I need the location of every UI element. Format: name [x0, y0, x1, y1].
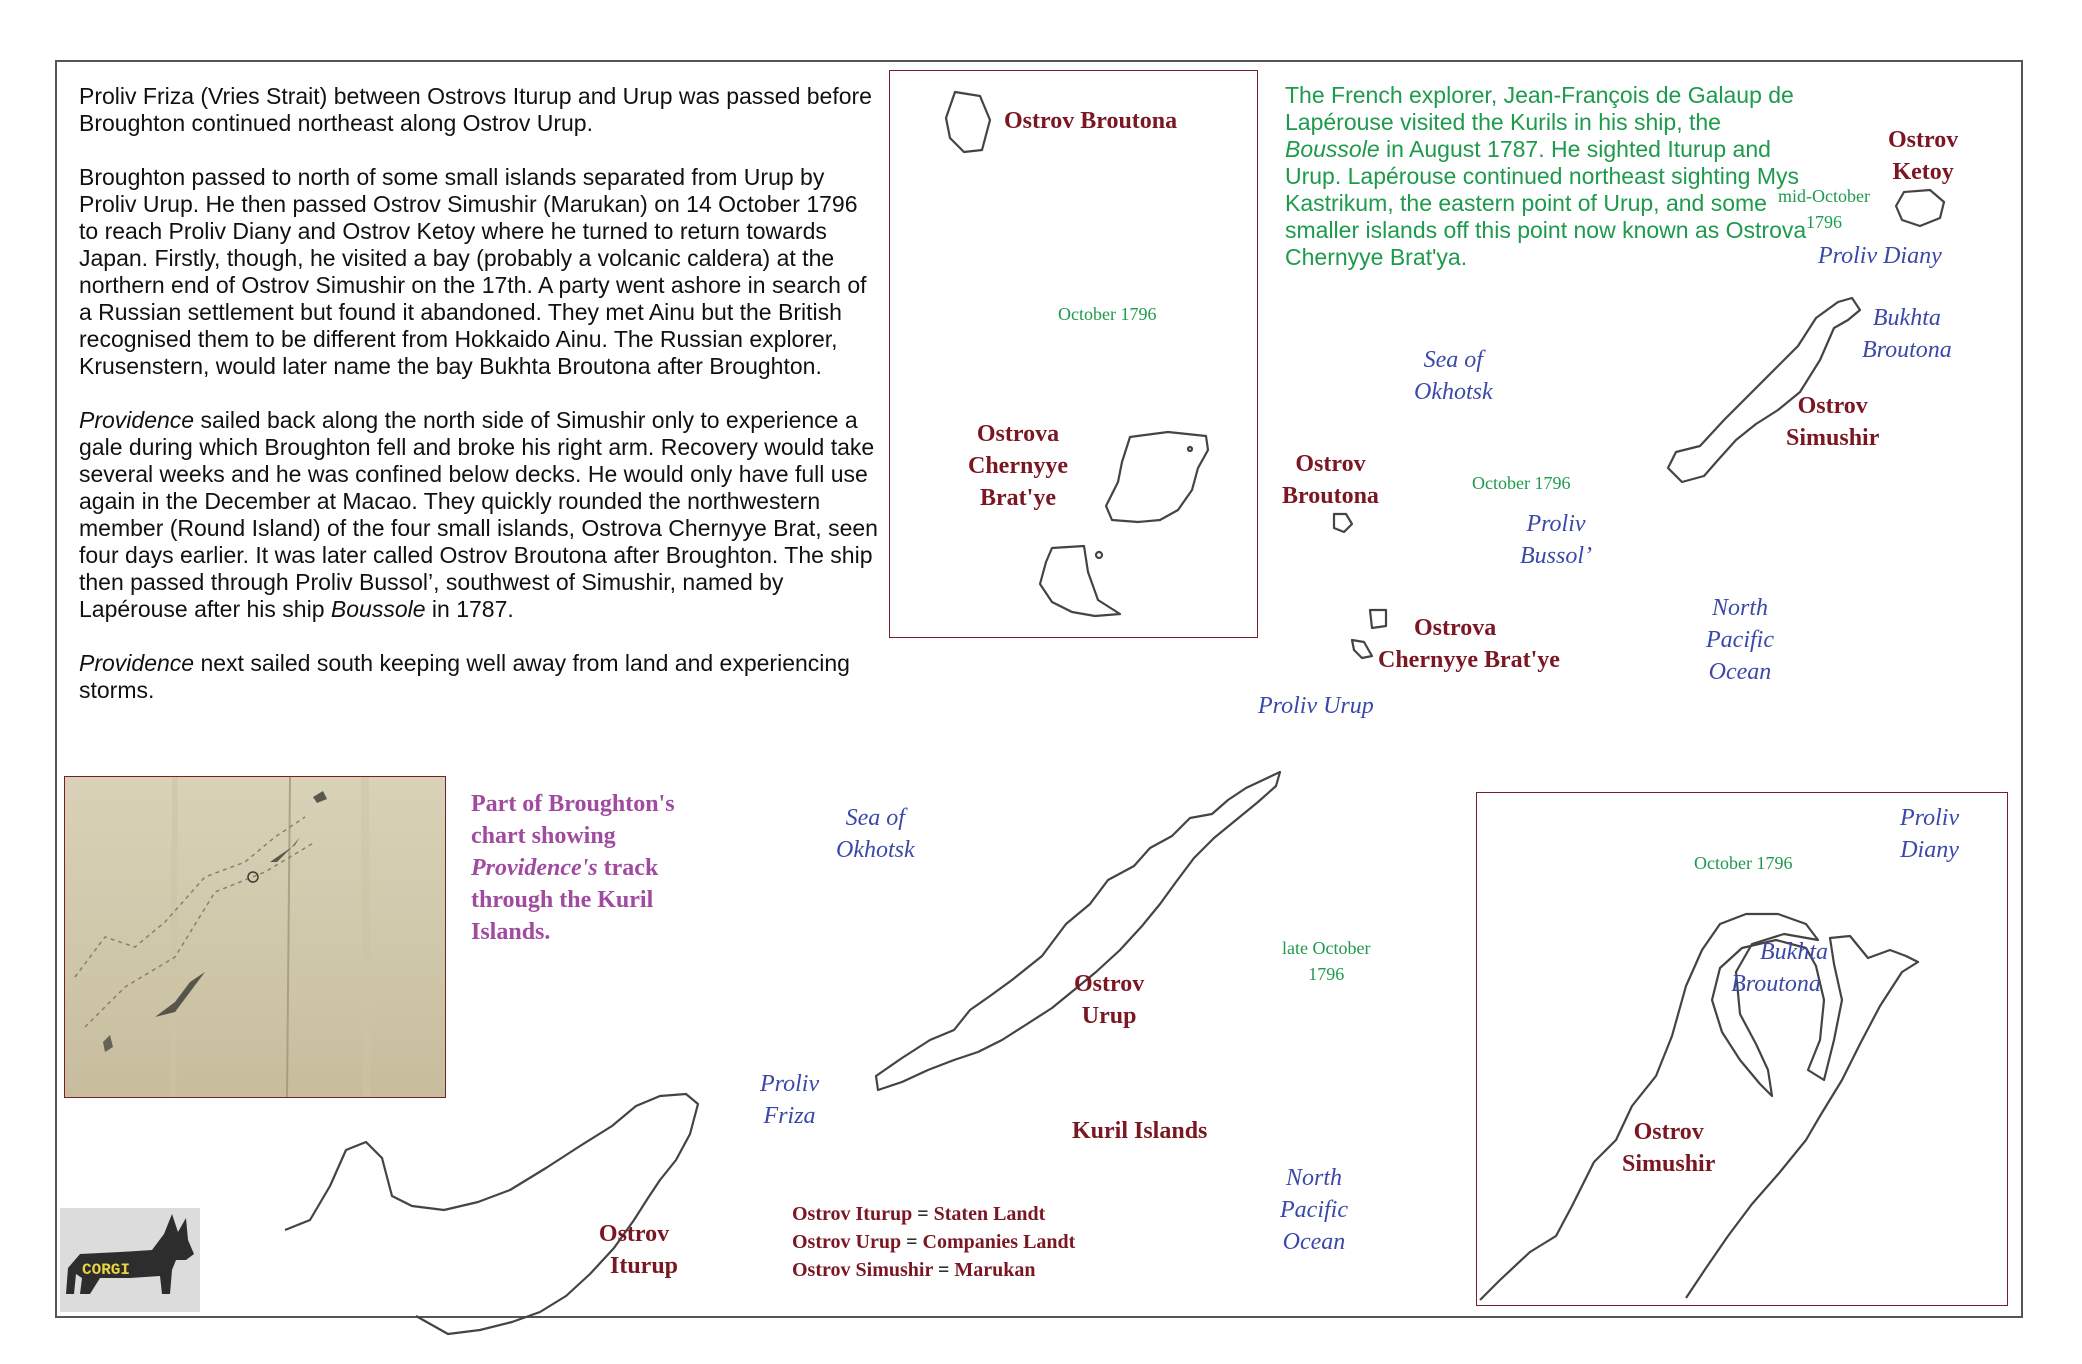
legend-name: Ostrov Urup — [792, 1231, 902, 1253]
label-line: Ostrov — [1888, 127, 1959, 153]
label-line: mid-October — [1778, 186, 1870, 206]
label-line: late October — [1282, 938, 1371, 958]
label-line: Okhotsk — [836, 837, 915, 863]
legend-eq: = — [932, 1259, 955, 1281]
label-line: Simushir — [1622, 1151, 1716, 1177]
label-line: Ostrov — [1797, 393, 1868, 419]
label-line: Ocean — [1708, 659, 1772, 685]
narrative-p3-end: in 1787. — [425, 596, 514, 622]
label-north-pacific-2 — [1280, 1162, 1348, 1258]
label-line: Broutona — [1731, 971, 1821, 997]
label-line: Pacific — [1706, 627, 1774, 653]
inset-label-proliv-diany — [1900, 802, 1959, 866]
label-ostrov-ketoy — [1888, 124, 1958, 188]
island-chernyye-2 — [1352, 640, 1372, 658]
label-ostrov-urup — [1074, 968, 1144, 1032]
inset-label-simushir — [1622, 1116, 1715, 1180]
label-line: North — [1711, 595, 1768, 621]
legend-alt: Marukan — [954, 1259, 1036, 1281]
label-line: North — [1285, 1165, 1342, 1191]
label-proliv-bussol — [1520, 508, 1592, 572]
corgi-logo-text: CORGI — [82, 1261, 131, 1279]
label-line: Broutona — [1862, 337, 1952, 363]
label-line: Proliv — [1526, 511, 1586, 537]
label-line: Diany — [1900, 837, 1959, 863]
ship-name-boussole: Boussole — [330, 596, 426, 622]
label-line: 1796 — [1805, 212, 1842, 232]
label-ostrova-chernyye — [1378, 612, 1560, 676]
label-line: Sea of — [845, 805, 905, 831]
laperouse-text-b: in August 1787. He sighted Iturup and Urup. Lapérouse continued northeast sighting Mys Kastrikum, the eastern point of Urup, and some smaller islands off this point now known as Ostrova Chernyye Brat'ya. — [1285, 136, 1807, 270]
label-north-pacific-1 — [1706, 592, 1774, 688]
label-line: Ketoy — [1892, 159, 1954, 185]
narrative-p1: Proliv Friza (Vries Strait) between Ostrovs Iturup and Urup was passed before Broughton continued northeast along Ostrov Urup. — [79, 83, 872, 136]
corgi-logo — [60, 1208, 200, 1312]
label-line: Bukhta — [1760, 939, 1828, 965]
label-october-1796: October 1796 — [1472, 473, 1571, 493]
narrative-p3-body: sailed back along the north side of Simushir only to experience a gale during which Broughton fell and broke his right arm. Recovery would take several weeks and he was confined below decks. He would only have full use again in the December at Macao. They quickly rounded the northwestern member (Round Island) of the four small islands, Ostrova Chernyye Brat, seen four days earlier. It was later called Ostrov Broutona after Broughton. The ship then passed through Proliv Bussol’, southwest of Simushir, named by Lapérouse after his ship — [79, 407, 878, 622]
inset-island-broutona — [946, 92, 990, 152]
label-line: Simushir — [1786, 425, 1880, 451]
inset-date-october: October 1796 — [1058, 304, 1157, 324]
label-sea-of-okhotsk-2 — [836, 802, 915, 866]
inset-label-ostrov-broutona: Ostrov Broutona — [1004, 108, 1178, 134]
inset-island-simushir — [1480, 914, 1918, 1300]
label-line: Ostrov — [598, 1221, 670, 1247]
label-line: Brat'ye — [980, 485, 1056, 511]
label-bukhta-broutona — [1862, 302, 1952, 366]
label-line: Iturup — [610, 1253, 679, 1279]
label-line: Ocean — [1282, 1229, 1346, 1255]
label-mid-october — [1778, 183, 1870, 235]
chart-caption-line: through the Kuril — [471, 887, 654, 913]
chart-caption-line: Part of Broughton's — [471, 791, 675, 817]
label-ostrov-iturup — [590, 1218, 678, 1282]
legend-name: Ostrov Simushir — [792, 1259, 933, 1281]
label-proliv-friza — [760, 1068, 819, 1132]
legend-row — [792, 1228, 1075, 1256]
label-line: Proliv — [760, 1071, 820, 1097]
ship-name: Providence — [79, 407, 195, 433]
label-line: Ostrov — [1295, 451, 1366, 477]
label-line: Sea of — [1423, 347, 1483, 373]
legend-row — [792, 1200, 1075, 1228]
label-line: Ostrova — [1414, 615, 1497, 641]
legend-alt: Companies Landt — [922, 1231, 1076, 1253]
legend-eq: = — [901, 1231, 923, 1253]
label-proliv-diany: Proliv Diany — [1818, 243, 1942, 269]
chart-caption-line: Islands. — [471, 919, 551, 945]
narrative-p4-body: next sailed south keeping well away from land and experiencing storms. — [79, 650, 850, 703]
legend-name: Ostrov Iturup — [792, 1203, 913, 1225]
ship-name-boussole: Boussole — [1285, 136, 1380, 162]
label-line: Bukhta — [1872, 305, 1941, 331]
label-proliv-urup: Proliv Urup — [1258, 693, 1374, 719]
inset-label-chernyye — [968, 418, 1068, 514]
label-line: Bussol’ — [1520, 543, 1592, 569]
label-ostrov-broutona — [1282, 448, 1379, 512]
label-ostrov-simushir — [1786, 390, 1879, 454]
label-line: Pacific — [1280, 1197, 1348, 1223]
label-line: Chernyye Brat'ye — [1378, 647, 1560, 673]
laperouse-text-a: The French explorer, Jean-François de Galaup de Lapérouse visited the Kurils in his ship, the — [1285, 82, 1794, 135]
inset-label-bukhta — [1724, 936, 1828, 1000]
label-line: Friza — [763, 1103, 816, 1129]
legend-alt: Staten Landt — [933, 1203, 1046, 1225]
label-line: Okhotsk — [1414, 379, 1493, 405]
inset-right-date: October 1796 — [1694, 853, 1793, 873]
label-sea-of-okhotsk-1 — [1414, 344, 1493, 408]
chart-caption-ship: Providence's — [471, 855, 598, 881]
narrative-p2: Broughton passed to north of some small islands separated from Urup by Proliv Urup. He then passed Ostrov Simushir (Marukan) on 14 October 1796 to reach Proliv Diany and Ostrov Ketoy where he turned to return towards Japan. Firstly, though, he visited a bay (probably a volcanic caldera) at the northern end of Ostrov Simushir on the 17th. A party went ashore in search of a Russian settlement but found it abandoned. They met Ainu but the British recognised them to be different from Hokkaido Ainu. The Russian explorer, Krusenstern, would later name the bay Bukhta Broutona after Broughton. — [79, 164, 867, 379]
label-line: Ostrov — [1074, 971, 1145, 997]
label-line: Ostrov — [1633, 1119, 1704, 1145]
label-line: Urup — [1081, 1003, 1137, 1029]
chart-caption-line: chart showing — [471, 823, 616, 849]
label-line: Chernyye — [968, 453, 1068, 479]
label-line: Ostrova — [976, 421, 1060, 447]
legend-eq: = — [912, 1203, 934, 1225]
label-line: 1796 — [1308, 964, 1345, 984]
name-legend — [792, 1200, 1075, 1284]
inset-island-chernyye-2 — [1040, 546, 1120, 616]
label-line: Broutona — [1282, 483, 1379, 509]
ship-name: Providence — [79, 650, 195, 676]
island-iturup — [285, 1094, 698, 1334]
chart-caption-text: track — [597, 855, 659, 881]
island-urup — [876, 772, 1280, 1090]
island-ketoy — [1896, 190, 1944, 226]
label-kuril-islands: Kuril Islands — [1072, 1118, 1208, 1144]
label-line: Proliv — [1900, 805, 1960, 831]
label-late-october — [1282, 935, 1370, 987]
island-broutona — [1334, 514, 1352, 532]
corgi-dog-icon — [60, 1208, 200, 1312]
legend-row — [792, 1256, 1075, 1284]
inset-island-chernyye-1 — [1106, 432, 1208, 522]
